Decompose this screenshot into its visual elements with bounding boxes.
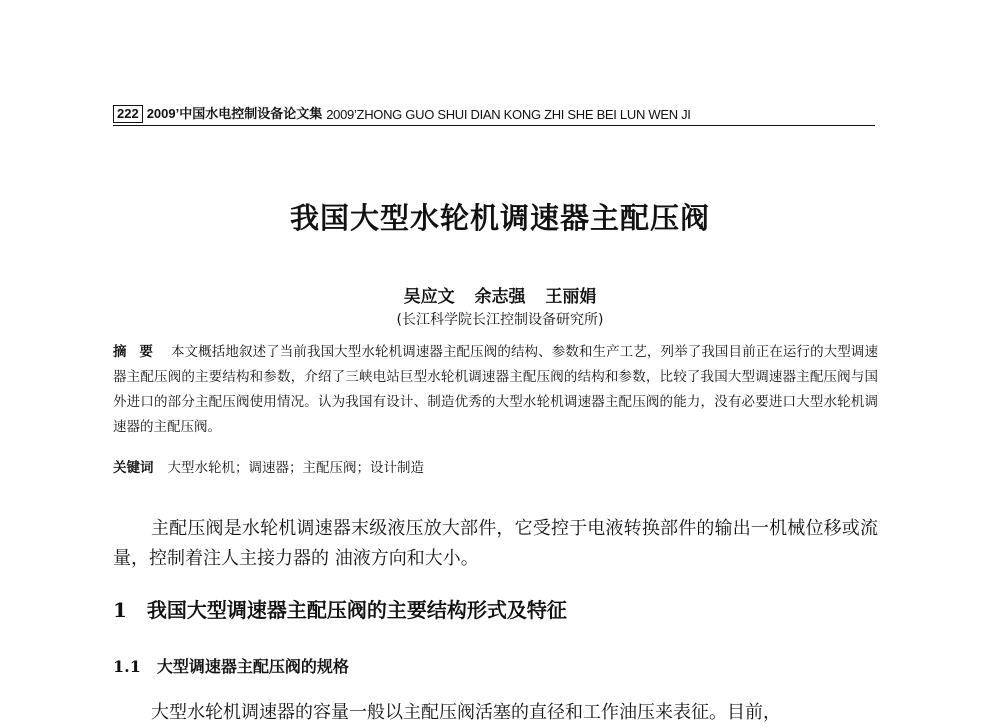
subsection-number: 1.1	[113, 657, 141, 676]
journal-title-cn: 2009’中国水电控制设备论文集	[146, 106, 323, 121]
intro-paragraph: 主配压阀是水轮机调速器末级液压放大部件，它受控于电液转换部件的输出一机械位移或流量，控制着注人主接力器的 油液方向和大小。	[113, 518, 878, 569]
section-title: 我国大型调速器主配压阀的主要结构形式及特征	[146, 598, 567, 622]
abstract-text: 本文概括地叙述了当前我国大型水轮机调速器主配压阀的结构、参数和生产工艺，列举了我国目前正在运行的大型调速器主配压阀的主要结构和参数，介绍了三峡电站巨型水轮机调速器主配压阀的结构和参数，比较了我国大型调速器主配压阀与国外进口的部分主配压阀使用情况。认为我国有设计、制造优秀的大型水轮机调速器主配压阀的能力，没有必要进口大型水轮机调速器的主配压阀。	[113, 344, 879, 435]
page-number: 222	[113, 105, 143, 123]
section-number: 1	[113, 598, 127, 622]
keywords	[113, 456, 878, 476]
keywords-text: 大型水轮机；调速器；主配压阀；设计制造	[167, 460, 424, 476]
journal-title-en: 2009’ZHONG GUO SHUI DIAN KONG ZHI SHE BEI LUN WEN JI	[326, 107, 691, 122]
subsection-title: 大型调速器主配压阀的规格	[156, 657, 349, 676]
running-header	[113, 103, 875, 126]
paper-title: 我国大型水轮机调速器主配压阀	[289, 201, 710, 235]
abstract	[113, 340, 878, 440]
affiliation: (长江科学院长江控制设备研究所)	[396, 312, 604, 328]
subsection-heading	[113, 654, 878, 677]
keywords-label: 关键词	[113, 460, 154, 476]
abstract-label: 摘 要	[113, 344, 157, 360]
section-heading	[113, 594, 878, 623]
body-paragraph: 大型水轮机调速器的容量一般以主配压阀活塞的直径和工作油压来表征。目前，	[151, 702, 781, 723]
authors: 吴应文 余志强 王丽娟	[403, 287, 597, 307]
